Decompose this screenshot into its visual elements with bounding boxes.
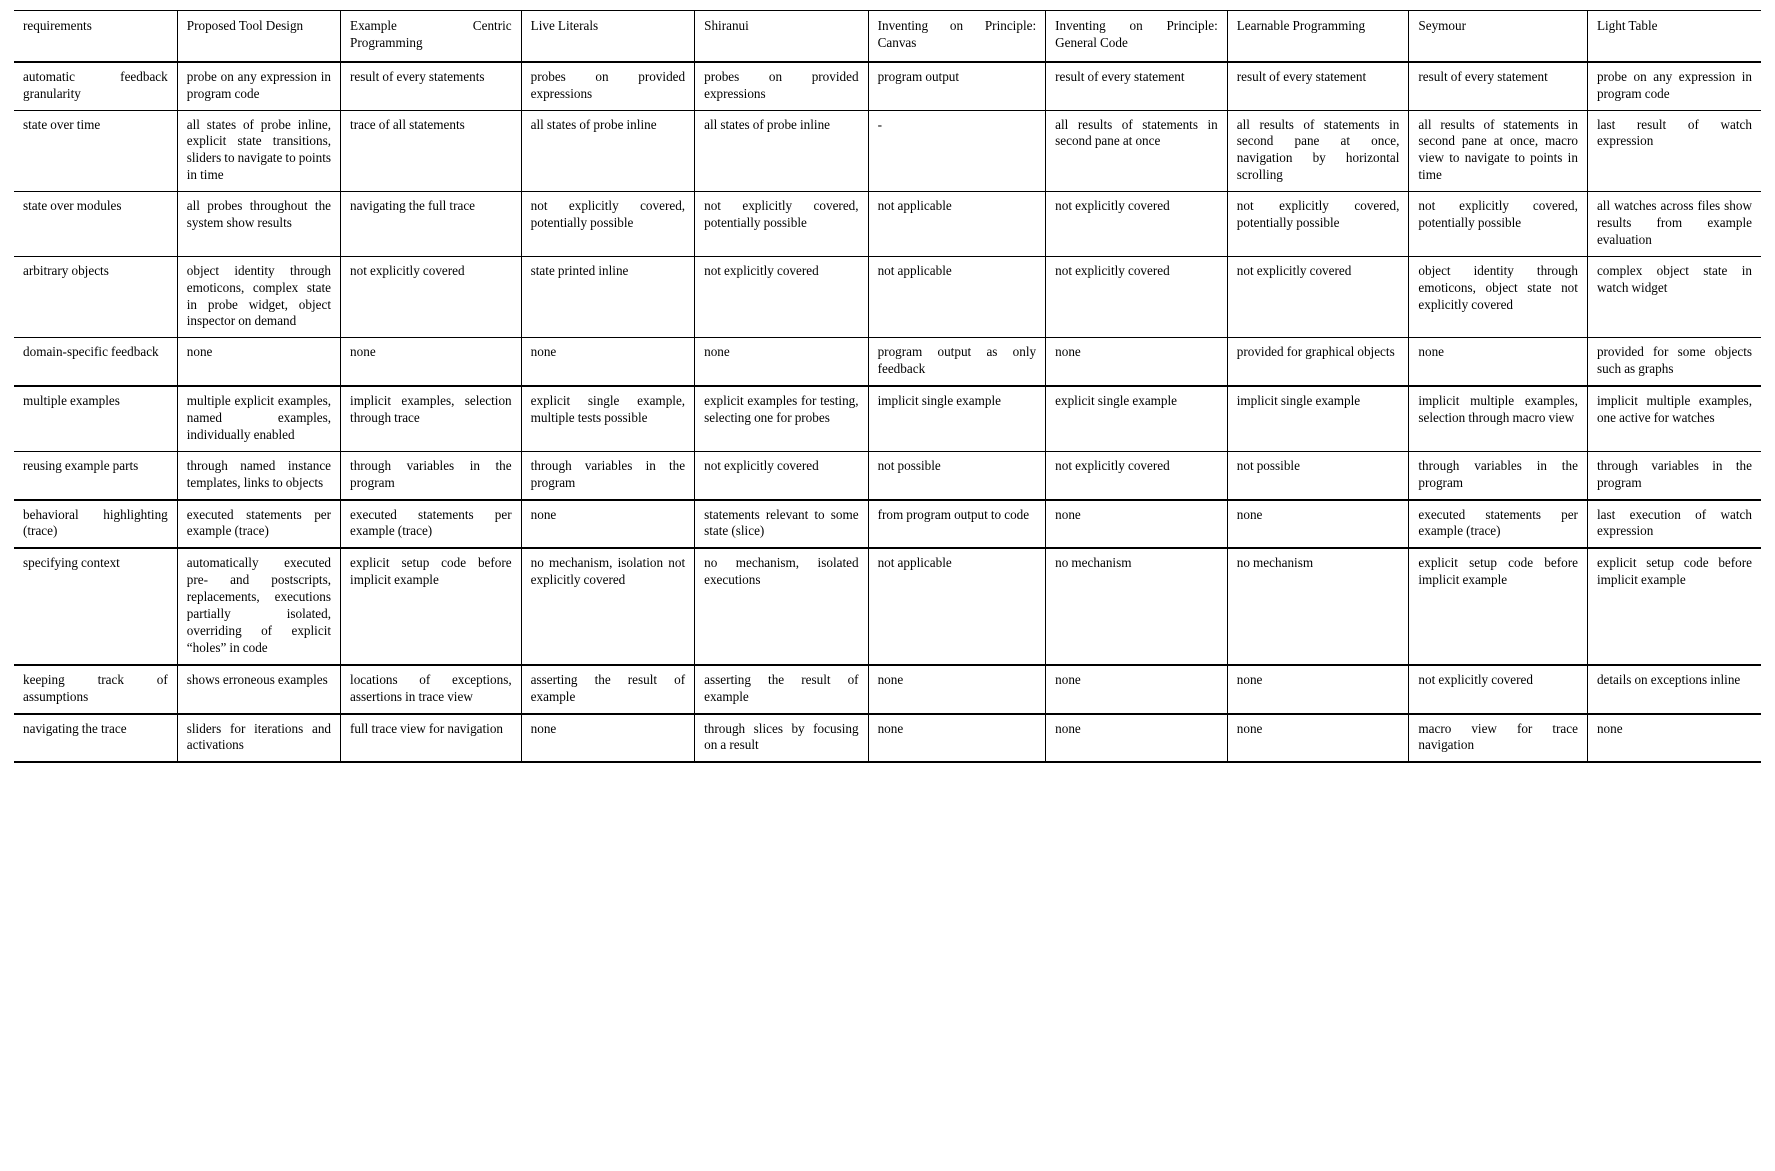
table-cell: through variables in the program [1409, 451, 1588, 499]
table-cell: full trace view for navigation [341, 714, 522, 763]
column-header-seymour: Seymour [1409, 11, 1588, 62]
table-cell: explicit setup code before implicit example [1409, 548, 1588, 664]
table-cell: not explicitly covered, potentially possible [521, 192, 694, 257]
table-cell: not possible [1227, 451, 1409, 499]
column-header-requirements: requirements [14, 11, 177, 62]
table-cell: none [1227, 665, 1409, 714]
table-cell: locations of exceptions, assertions in trace view [341, 665, 522, 714]
table-cell: not explicitly covered [341, 256, 522, 338]
table-cell: not explicitly covered [1046, 256, 1228, 338]
table-cell: result of every statement [1409, 62, 1588, 110]
column-header-learnable-programming: Learnable Programming [1227, 11, 1409, 62]
column-header-proposed-tool-design: Proposed Tool Design [177, 11, 340, 62]
table-cell: all states of probe inline [695, 110, 868, 192]
table-cell: none [521, 338, 694, 386]
table-cell: none [695, 338, 868, 386]
table-cell: implicit single example [868, 386, 1046, 451]
table-cell: all states of probe inline, explicit state transitions, sliders to navigate to points in time [177, 110, 340, 192]
table-cell: program output [868, 62, 1046, 110]
row-label: state over modules [14, 192, 177, 257]
table-row [14, 548, 1761, 664]
column-header-inventing-on-principle-canvas: Inventing on Principle: Canvas [868, 11, 1046, 62]
table-cell: executed statements per example (trace) [341, 500, 522, 549]
table-cell: none [1046, 338, 1228, 386]
table-cell: none [1046, 500, 1228, 549]
table-cell: none [1587, 714, 1761, 763]
table-cell: explicit setup code before implicit example [1587, 548, 1761, 664]
table-cell: not applicable [868, 256, 1046, 338]
table-row [14, 451, 1761, 499]
column-header-shiranui: Shiranui [695, 11, 868, 62]
table-cell: shows erroneous examples [177, 665, 340, 714]
table-cell: not explicitly covered [695, 256, 868, 338]
table-cell: all results of statements in second pane at once, navigation by horizontal scrolling [1227, 110, 1409, 192]
table-cell: explicit single example [1046, 386, 1228, 451]
table-cell: explicit setup code before implicit example [341, 548, 522, 664]
table-row [14, 192, 1761, 257]
table-cell: none [1046, 665, 1228, 714]
table-cell: none [1046, 714, 1228, 763]
table-cell: program output as only feedback [868, 338, 1046, 386]
table-cell: none [341, 338, 522, 386]
table-row [14, 256, 1761, 338]
table-cell: not explicitly covered, potentially possible [1409, 192, 1588, 257]
table-cell: all results of statements in second pane at once, macro view to navigate to points in time [1409, 110, 1588, 192]
row-label: reusing example parts [14, 451, 177, 499]
table-cell: provided for graphical objects [1227, 338, 1409, 386]
table-cell: result of every statement [1227, 62, 1409, 110]
table-row [14, 110, 1761, 192]
row-label: domain-specific feedback [14, 338, 177, 386]
table-cell: from program output to code [868, 500, 1046, 549]
table-cell: no mechanism [1227, 548, 1409, 664]
table-cell: through slices by focusing on a result [695, 714, 868, 763]
table-cell: not explicitly covered [1046, 192, 1228, 257]
table-cell: provided for some objects such as graphs [1587, 338, 1761, 386]
table-cell: automatically executed pre- and postscripts, replacements, executions partially isolated, overriding of explicit “holes” in code [177, 548, 340, 664]
table-cell: through variables in the program [341, 451, 522, 499]
table-cell: asserting the result of example [521, 665, 694, 714]
table-cell: not applicable [868, 548, 1046, 664]
table-row [14, 500, 1761, 549]
table-cell: all watches across files show results from example evaluation [1587, 192, 1761, 257]
table-cell: probe on any expression in program code [177, 62, 340, 110]
row-label: specifying context [14, 548, 177, 664]
table-cell: implicit multiple examples, selection through macro view [1409, 386, 1588, 451]
table-cell: through variables in the program [1587, 451, 1761, 499]
table-cell: not explicitly covered [1409, 665, 1588, 714]
table-cell: none [1227, 714, 1409, 763]
table-cell: explicit examples for testing, selecting one for probes [695, 386, 868, 451]
table-cell: implicit single example [1227, 386, 1409, 451]
table-cell: asserting the result of example [695, 665, 868, 714]
table-cell: last result of watch expression [1587, 110, 1761, 192]
table-cell: multiple explicit examples, named examples, individually enabled [177, 386, 340, 451]
table-cell: none [1409, 338, 1588, 386]
table-cell: complex object state in watch widget [1587, 256, 1761, 338]
table-cell: details on exceptions inline [1587, 665, 1761, 714]
column-header-light-table: Light Table [1587, 11, 1761, 62]
table-body [14, 11, 1761, 763]
table-cell: all probes throughout the system show results [177, 192, 340, 257]
row-label: behavioral highlighting (trace) [14, 500, 177, 549]
table-row [14, 386, 1761, 451]
row-label: automatic feedback granularity [14, 62, 177, 110]
table-cell: navigating the full trace [341, 192, 522, 257]
table-cell: none [868, 665, 1046, 714]
table-cell: not explicitly covered, potentially possible [1227, 192, 1409, 257]
table-cell: no mechanism, isolation not explicitly covered [521, 548, 694, 664]
table-row [14, 665, 1761, 714]
table-cell: result of every statement [1046, 62, 1228, 110]
table-cell: all results of statements in second pane at once [1046, 110, 1228, 192]
table-cell: not possible [868, 451, 1046, 499]
row-label: arbitrary objects [14, 256, 177, 338]
table-cell: result of every statements [341, 62, 522, 110]
table-cell: not explicitly covered [1227, 256, 1409, 338]
table-cell: all states of probe inline [521, 110, 694, 192]
column-header-live-literals: Live Literals [521, 11, 694, 62]
table-cell: none [521, 500, 694, 549]
table-cell: not explicitly covered [1046, 451, 1228, 499]
table-cell: none [521, 714, 694, 763]
table-cell: object identity through emoticons, object state not explicitly covered [1409, 256, 1588, 338]
table-cell: no mechanism [1046, 548, 1228, 664]
table-row [14, 714, 1761, 763]
table-cell: state printed inline [521, 256, 694, 338]
table-cell: macro view for trace navigation [1409, 714, 1588, 763]
table-cell: implicit multiple examples, one active for watches [1587, 386, 1761, 451]
table-cell: - [868, 110, 1046, 192]
row-label: state over time [14, 110, 177, 192]
row-label: multiple examples [14, 386, 177, 451]
column-header-example-centric-programming: Example Centric Programming [341, 11, 522, 62]
table-cell: last execution of watch expression [1587, 500, 1761, 549]
table-cell: probes on provided expressions [521, 62, 694, 110]
table-cell: none [177, 338, 340, 386]
table-cell: probe on any expression in program code [1587, 62, 1761, 110]
table-row [14, 338, 1761, 386]
table-cell: not explicitly covered [695, 451, 868, 499]
table-cell: sliders for iterations and activations [177, 714, 340, 763]
table-cell: no mechanism, isolated executions [695, 548, 868, 664]
column-header-inventing-on-principle-general-code: Inventing on Principle: General Code [1046, 11, 1228, 62]
table-cell: object identity through emoticons, complex state in probe widget, object inspector on demand [177, 256, 340, 338]
table-cell: executed statements per example (trace) [1409, 500, 1588, 549]
row-label: keeping track of assumptions [14, 665, 177, 714]
table-row [14, 62, 1761, 110]
comparison-table [14, 10, 1761, 763]
row-label: navigating the trace [14, 714, 177, 763]
table-cell: through named instance templates, links to objects [177, 451, 340, 499]
table-cell: probes on provided expressions [695, 62, 868, 110]
table-cell: trace of all statements [341, 110, 522, 192]
table-cell: none [1227, 500, 1409, 549]
table-cell: through variables in the program [521, 451, 694, 499]
table-cell: not applicable [868, 192, 1046, 257]
table-cell: none [868, 714, 1046, 763]
table-header-row [14, 11, 1761, 62]
table-cell: not explicitly covered, potentially possible [695, 192, 868, 257]
table-cell: statements relevant to some state (slice) [695, 500, 868, 549]
table-cell: explicit single example, multiple tests possible [521, 386, 694, 451]
table-cell: implicit examples, selection through trace [341, 386, 522, 451]
table-cell: executed statements per example (trace) [177, 500, 340, 549]
